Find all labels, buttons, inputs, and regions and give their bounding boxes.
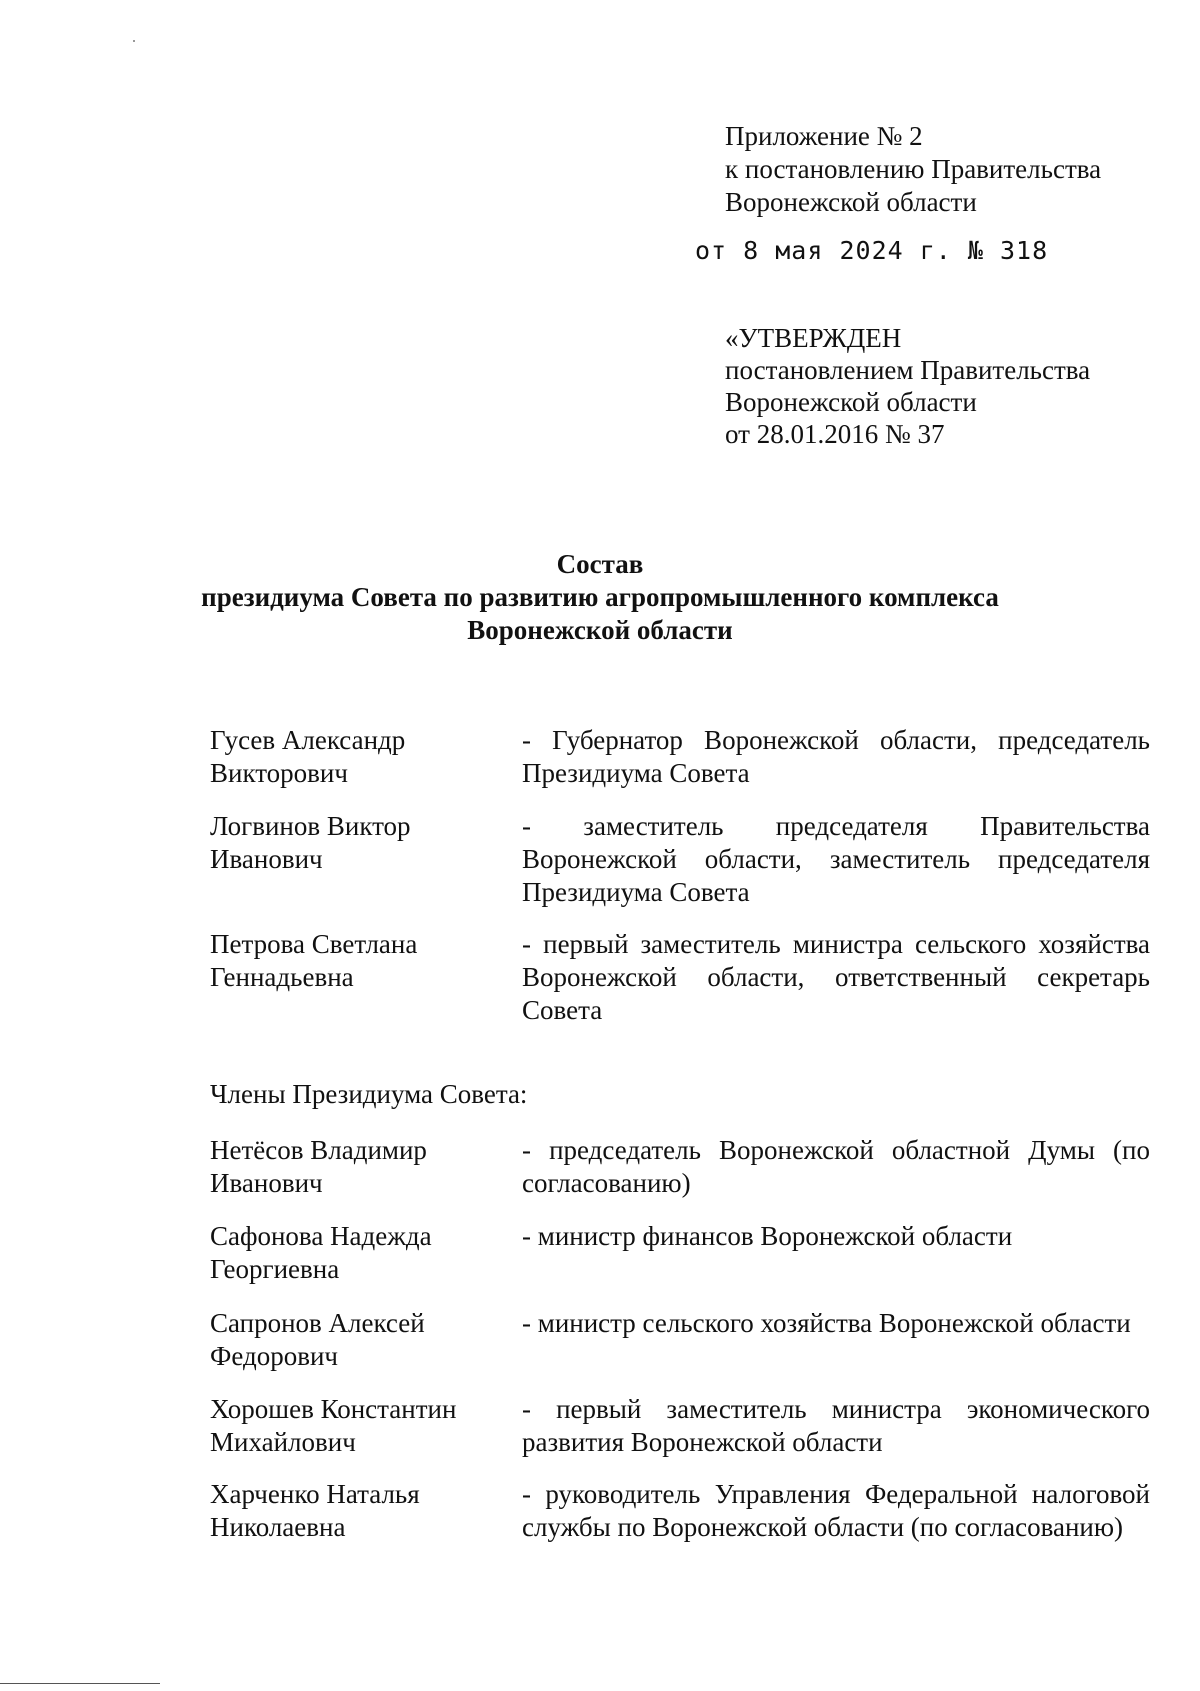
approval-line: Воронежской области bbox=[725, 387, 977, 417]
title-line: Воронежской области bbox=[467, 615, 733, 645]
approval-line: «УТВЕРЖДЕН bbox=[725, 323, 902, 353]
member-patronymic: Геннадьевна bbox=[210, 962, 354, 992]
member-name bbox=[210, 1220, 500, 1286]
member-surname-first: Сапронов Алексей bbox=[210, 1308, 425, 1338]
member-name bbox=[210, 724, 500, 790]
title-line: Состав bbox=[556, 549, 644, 579]
members-section-label: Члены Президиума Совета: bbox=[210, 1079, 528, 1109]
page-edge-rule bbox=[0, 1683, 160, 1684]
annex-line: Воронежской области bbox=[725, 187, 977, 217]
member-name bbox=[210, 1393, 500, 1459]
member-role: - первый заместитель министра экономического развития Воронежской области bbox=[522, 1394, 1150, 1457]
resolution-date-stamp: от 8 мая 2024 г. № 318 bbox=[695, 236, 1049, 265]
title-line: президиума Совета по развитию агропромышленного комплекса bbox=[201, 582, 999, 612]
scan-speck bbox=[133, 40, 135, 42]
member-patronymic: Иванович bbox=[210, 844, 323, 874]
approval-line: от 28.01.2016 № 37 bbox=[725, 419, 945, 449]
member-role: - Губернатор Воронежской области, председатель Президиума Совета bbox=[522, 725, 1150, 788]
member-name bbox=[210, 1307, 500, 1373]
member-name bbox=[210, 1134, 500, 1200]
member-surname-first: Петрова Светлана bbox=[210, 929, 418, 959]
member-patronymic: Викторович bbox=[210, 758, 348, 788]
member-surname-first: Харченко Наталья bbox=[210, 1479, 420, 1509]
annex-line: к постановлению Правительства bbox=[725, 154, 1102, 184]
member-surname-first: Логвинов Виктор bbox=[210, 811, 411, 841]
member-name bbox=[210, 810, 500, 876]
member-role: - руководитель Управления Федеральной налоговой службы по Воронежской области (по согласованию) bbox=[522, 1479, 1150, 1542]
approval-block bbox=[725, 322, 1090, 450]
annex-header bbox=[725, 120, 1101, 219]
member-role: - заместитель председателя Правительства Воронежской области, заместитель председателя Президиума Совета bbox=[522, 811, 1150, 907]
member-patronymic: Георгиевна bbox=[210, 1254, 340, 1284]
member-name bbox=[210, 928, 500, 994]
member-role: - министр финансов Воронежской области bbox=[522, 1221, 1013, 1251]
member-surname-first: Хорошев Константин bbox=[210, 1394, 457, 1424]
annex-line: Приложение № 2 bbox=[725, 121, 923, 151]
member-role: - первый заместитель министра сельского хозяйства Воронежской области, ответственный секретарь Совета bbox=[522, 929, 1150, 1025]
member-patronymic: Николаевна bbox=[210, 1512, 346, 1542]
member-name bbox=[210, 1478, 500, 1544]
member-role: - министр сельского хозяйства Воронежской области bbox=[522, 1308, 1131, 1338]
member-surname-first: Нетёсов Владимир bbox=[210, 1135, 427, 1165]
member-patronymic: Иванович bbox=[210, 1168, 323, 1198]
member-surname-first: Гусев Александр bbox=[210, 725, 406, 755]
document-title bbox=[0, 548, 1200, 647]
member-surname-first: Сафонова Надежда bbox=[210, 1221, 432, 1251]
member-patronymic: Федорович bbox=[210, 1341, 338, 1371]
approval-line: постановлением Правительства bbox=[725, 355, 1091, 385]
member-role: - председатель Воронежской областной Думы (по согласованию) bbox=[522, 1135, 1150, 1198]
member-patronymic: Михайлович bbox=[210, 1427, 356, 1457]
